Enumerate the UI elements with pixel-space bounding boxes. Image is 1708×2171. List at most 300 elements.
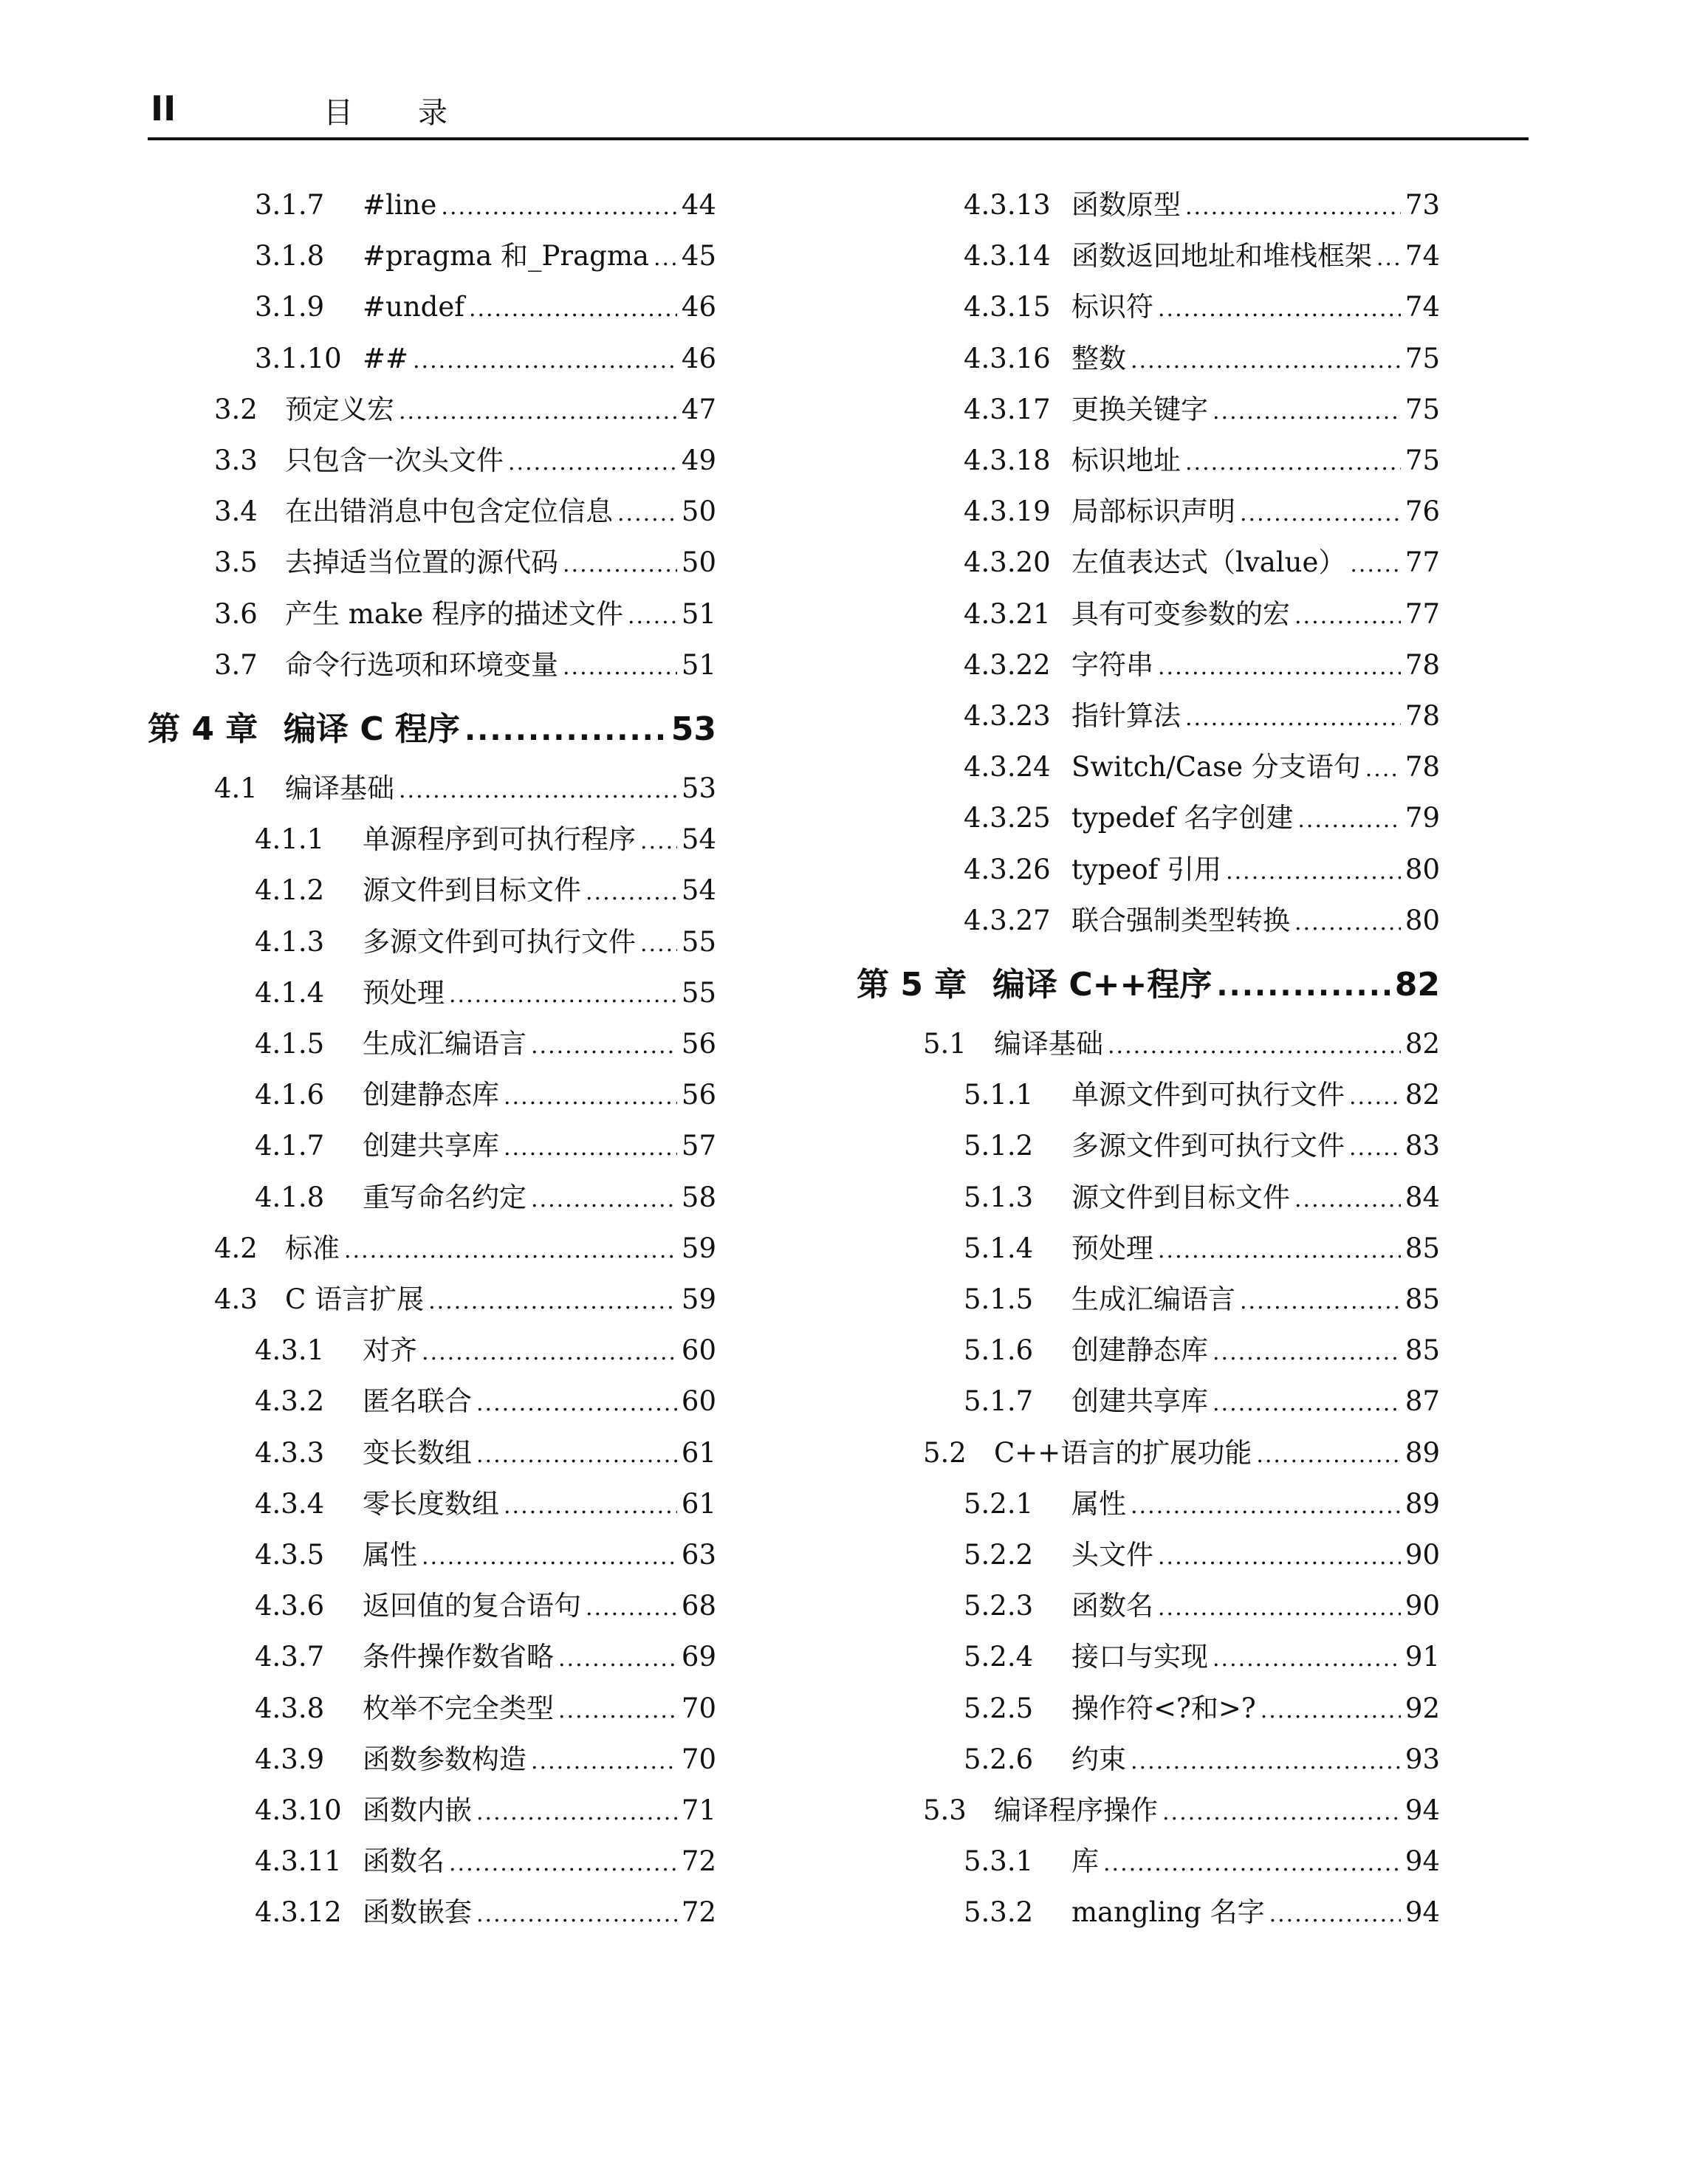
toc-entry <box>255 1743 716 1779</box>
section-title: 字符串 <box>1071 648 1153 681</box>
section-title: 函数名 <box>1071 1590 1153 1622</box>
dot-leader <box>1158 1589 1401 1625</box>
dot-leader <box>1350 546 1401 582</box>
toc-entry <box>964 750 1440 786</box>
toc-entry <box>255 290 716 326</box>
dot-leader <box>640 925 677 961</box>
dot-leader <box>563 546 677 582</box>
section-number: 5.2.3 <box>964 1590 1034 1622</box>
toc-entry <box>964 801 1440 837</box>
page-ref: 71 <box>681 1794 716 1826</box>
dot-leader <box>1158 290 1401 326</box>
section-number: 3.1.8 <box>255 240 325 272</box>
page-ref: 50 <box>681 546 716 579</box>
section-number: 4.3.12 <box>255 1896 342 1929</box>
section-number: 第 5 章 <box>857 966 967 1004</box>
dot-leader <box>413 342 677 378</box>
dot-leader <box>508 444 677 480</box>
dot-leader <box>1103 1845 1401 1881</box>
section-number: 4.3 <box>214 1283 258 1315</box>
toc-entry <box>214 393 716 429</box>
toc-entry <box>255 1896 716 1932</box>
toc-entry <box>214 772 716 808</box>
toc-entry <box>255 823 716 859</box>
section-title: 条件操作数省略 <box>363 1641 554 1673</box>
section-number: 4.3.13 <box>964 189 1051 221</box>
page-ref: 53 <box>670 710 716 748</box>
toc-entry <box>255 1538 716 1574</box>
dot-leader <box>1294 597 1401 634</box>
page-ref: 73 <box>1405 189 1440 221</box>
toc-entry <box>964 904 1440 940</box>
section-title: 源文件到目标文件 <box>363 874 581 907</box>
section-title: 标准 <box>285 1232 340 1264</box>
section-number: 4.3.26 <box>964 853 1051 885</box>
dot-leader <box>476 1436 677 1472</box>
section-title: typeof 引用 <box>1071 853 1222 885</box>
section-number: 4.1.1 <box>255 823 325 856</box>
page-ref: 80 <box>1405 853 1440 885</box>
dot-leader <box>1158 1538 1401 1574</box>
toc-entry <box>964 1078 1440 1114</box>
page-ref: 49 <box>681 445 716 476</box>
toc-entry <box>214 1283 716 1319</box>
section-title: #line <box>363 189 437 221</box>
section-number: 5.2.5 <box>964 1692 1034 1724</box>
page-ref: 74 <box>1405 240 1440 272</box>
section-number: 4.3.21 <box>964 597 1051 630</box>
section-title: 单源文件到可执行文件 <box>1071 1079 1345 1111</box>
section-title: 库 <box>1071 1845 1099 1878</box>
dot-leader <box>1269 1896 1401 1932</box>
page-ref: 93 <box>1405 1743 1440 1775</box>
page-ref: 82 <box>1405 1079 1440 1111</box>
dot-leader <box>464 710 667 750</box>
section-number: 5.1.7 <box>964 1385 1034 1418</box>
dot-leader <box>449 976 677 1012</box>
section-number: 4.3.16 <box>964 342 1051 374</box>
page-ref: 75 <box>1405 393 1440 425</box>
page-ref: 57 <box>681 1130 716 1162</box>
section-title: 产生 make 程序的描述文件 <box>285 597 623 630</box>
section-number: 5.1.1 <box>964 1079 1034 1111</box>
dot-leader <box>531 1181 677 1217</box>
section-title: 属性 <box>1071 1487 1126 1520</box>
page-ref: 75 <box>1405 342 1440 374</box>
section-number: 5.2.6 <box>964 1743 1034 1775</box>
page-ref: 85 <box>1405 1232 1440 1264</box>
toc-entry <box>964 239 1440 275</box>
dot-leader <box>1365 750 1401 786</box>
dot-leader <box>1294 904 1401 940</box>
toc-entry <box>255 1129 716 1165</box>
section-title: ## <box>363 342 409 374</box>
section-number: 5.2.1 <box>964 1487 1034 1520</box>
toc-entry <box>255 1181 716 1217</box>
section-number: 4.3.1 <box>255 1334 325 1367</box>
section-title: 零长度数组 <box>363 1487 499 1520</box>
section-number: 5.2.2 <box>964 1539 1034 1571</box>
page-ref: 79 <box>1405 802 1440 834</box>
dot-leader <box>1294 1181 1401 1217</box>
toc-left-column <box>148 188 812 1975</box>
section-title: 返回值的复合语句 <box>363 1590 581 1622</box>
page-ref: 82 <box>1394 966 1440 1004</box>
section-title: 标识地址 <box>1071 445 1181 476</box>
page-ref: 51 <box>681 597 716 630</box>
dot-leader <box>1226 853 1401 889</box>
section-number: 4.3.9 <box>255 1743 325 1775</box>
page-ref: 59 <box>681 1283 716 1315</box>
section-number: 4.3.22 <box>964 648 1051 681</box>
toc-entry <box>964 1181 1440 1217</box>
section-number: 4.3.4 <box>255 1487 325 1520</box>
page-ref: 94 <box>1405 1845 1440 1878</box>
toc-entry <box>964 444 1440 480</box>
dot-leader <box>1349 1129 1401 1165</box>
toc-entry <box>255 1487 716 1523</box>
page-ref: 53 <box>681 772 716 804</box>
toc-entry <box>964 1692 1440 1728</box>
page-ref: 61 <box>681 1487 716 1520</box>
dot-leader <box>422 1334 677 1370</box>
section-title: 函数内嵌 <box>363 1794 472 1826</box>
section-title: Switch/Case 分支语句 <box>1071 751 1361 783</box>
dot-leader <box>399 772 677 808</box>
section-number: 4.1.4 <box>255 976 325 1009</box>
section-title: 枚举不完全类型 <box>363 1692 554 1724</box>
page-ref: 44 <box>681 189 716 221</box>
toc-entry <box>964 699 1440 735</box>
toc-entry <box>964 1334 1440 1370</box>
dot-leader <box>1297 801 1401 837</box>
dot-leader <box>1213 1640 1401 1676</box>
page-ref: 54 <box>681 874 716 907</box>
toc-entry <box>255 1436 716 1472</box>
page-ref: 77 <box>1405 546 1440 579</box>
dot-leader <box>504 1078 677 1114</box>
page-ref: 77 <box>1405 597 1440 630</box>
section-title: 创建静态库 <box>363 1079 499 1111</box>
page-ref: 90 <box>1405 1539 1440 1571</box>
section-title: 创建共享库 <box>1071 1385 1208 1418</box>
page-ref: 92 <box>1405 1692 1440 1724</box>
section-number: 5.1.6 <box>964 1334 1034 1367</box>
dot-leader <box>1185 188 1401 224</box>
section-number: 3.6 <box>214 597 258 630</box>
page-ref: 56 <box>681 1028 716 1060</box>
page-ref: 75 <box>1405 445 1440 476</box>
toc-entry <box>964 393 1440 429</box>
dot-leader <box>1158 648 1401 685</box>
section-title: 预处理 <box>363 976 445 1009</box>
page-ref: 87 <box>1405 1385 1440 1418</box>
dot-leader <box>504 1487 677 1523</box>
dot-leader <box>469 290 677 326</box>
toc-entry <box>214 444 716 480</box>
dot-leader <box>1213 1334 1401 1370</box>
page-ref: 90 <box>1405 1590 1440 1622</box>
page-ref: 91 <box>1405 1641 1440 1673</box>
section-number: 4.3.27 <box>964 904 1051 936</box>
section-number: 4.3.23 <box>964 700 1051 732</box>
dot-leader <box>1240 1283 1401 1319</box>
section-number: 4.3.18 <box>964 445 1051 476</box>
page-ref: 46 <box>681 291 716 323</box>
page-ref: 63 <box>681 1539 716 1571</box>
toc-entry <box>255 1794 716 1830</box>
page-ref: 94 <box>1405 1896 1440 1929</box>
page-ref: 72 <box>681 1845 716 1878</box>
dot-leader <box>586 874 677 910</box>
toc-entry <box>964 1640 1440 1676</box>
dot-leader <box>476 1794 677 1830</box>
section-title: 多源文件到可执行文件 <box>363 925 636 958</box>
page-ref: 78 <box>1405 648 1440 681</box>
toc-entry <box>964 648 1440 685</box>
page-ref: 54 <box>681 823 716 856</box>
toc-entry <box>964 853 1440 889</box>
toc-entry <box>964 1232 1440 1268</box>
dot-leader <box>1131 1487 1401 1523</box>
toc-entry <box>214 648 716 685</box>
section-title: 函数名 <box>363 1845 445 1878</box>
toc-entry <box>255 1692 716 1728</box>
section-title: 单源程序到可执行程序 <box>363 823 636 856</box>
section-title: 指针算法 <box>1071 700 1181 732</box>
section-number: 5.1.3 <box>964 1181 1034 1213</box>
section-number: 5.1 <box>923 1028 967 1060</box>
dot-leader <box>1131 1743 1401 1779</box>
section-title: 函数返回地址和堆栈框架 <box>1071 240 1372 272</box>
section-title: 编译 C++程序 <box>992 966 1213 1004</box>
toc-entry <box>964 1385 1440 1421</box>
section-title: typedef 名字创建 <box>1071 802 1294 834</box>
section-number: 3.4 <box>214 495 258 528</box>
header-title: 目录 <box>323 96 512 130</box>
toc-entry <box>214 1232 716 1268</box>
toc-entry <box>255 1845 716 1881</box>
toc-entry <box>964 290 1440 326</box>
page-ref: 70 <box>681 1743 716 1775</box>
dot-leader <box>1216 965 1390 1006</box>
section-number: 4.3.17 <box>964 393 1051 425</box>
dot-leader <box>449 1845 677 1881</box>
section-title: 函数嵌套 <box>363 1896 472 1929</box>
toc-entry <box>923 1027 1440 1063</box>
section-number: 5.2 <box>923 1436 967 1469</box>
dot-leader <box>1240 495 1401 531</box>
toc-entry <box>964 1283 1440 1319</box>
page-ref: 70 <box>681 1692 716 1724</box>
dot-leader <box>586 1589 677 1625</box>
section-title: 编译程序操作 <box>994 1794 1158 1826</box>
dot-leader <box>1256 1436 1401 1472</box>
toc-entry <box>255 1027 716 1063</box>
dot-leader <box>654 239 677 275</box>
section-number: 5.3.2 <box>964 1896 1034 1929</box>
section-title: #undef <box>363 291 464 323</box>
page-ref: 60 <box>681 1334 716 1367</box>
page-ref: 55 <box>681 976 716 1009</box>
page-ref: 85 <box>1405 1334 1440 1367</box>
section-number: 3.1.10 <box>255 342 342 374</box>
page-ref: 69 <box>681 1641 716 1673</box>
section-title: 标识符 <box>1071 291 1153 323</box>
section-number: 4.3.6 <box>255 1590 325 1622</box>
section-number: 4.1.7 <box>255 1130 325 1162</box>
page-ref: 85 <box>1405 1283 1440 1315</box>
toc-entry <box>255 1589 716 1625</box>
section-title: 属性 <box>363 1539 417 1571</box>
dot-leader <box>640 823 677 859</box>
section-number: 5.1.4 <box>964 1232 1034 1264</box>
toc-entry <box>255 925 716 961</box>
page-number: II <box>151 89 176 128</box>
toc-entry <box>255 1078 716 1114</box>
toc-entry <box>214 495 716 531</box>
page-ref: 46 <box>681 342 716 374</box>
section-number: 5.3.1 <box>964 1845 1034 1878</box>
dot-leader <box>1108 1027 1401 1063</box>
toc-entry <box>255 342 716 378</box>
section-title: 源文件到目标文件 <box>1071 1181 1290 1213</box>
section-title: 编译基础 <box>285 772 394 804</box>
page-ref: 89 <box>1405 1436 1440 1469</box>
section-title: 头文件 <box>1071 1539 1153 1571</box>
section-number: 4.3.5 <box>255 1539 325 1571</box>
page-ref: 58 <box>681 1181 716 1213</box>
page-ref: 59 <box>681 1232 716 1264</box>
section-title: 局部标识声明 <box>1071 495 1235 528</box>
toc-entry <box>255 1385 716 1421</box>
dot-leader <box>558 1692 677 1728</box>
page-ref: 55 <box>681 925 716 958</box>
dot-leader <box>1158 1232 1401 1268</box>
page-ref: 72 <box>681 1896 716 1929</box>
section-number: 5.3 <box>923 1794 967 1826</box>
section-title: C 语言扩展 <box>285 1283 425 1315</box>
dot-leader <box>422 1538 677 1574</box>
section-number: 4.3.24 <box>964 751 1051 783</box>
section-title: #pragma 和_Pragma <box>363 240 649 272</box>
section-number: 4.1 <box>214 772 258 804</box>
section-title: 匿名联合 <box>363 1385 472 1418</box>
page-ref: 78 <box>1405 700 1440 732</box>
dot-leader <box>344 1232 677 1268</box>
section-number: 4.3.11 <box>255 1845 342 1878</box>
dot-leader <box>531 1743 677 1779</box>
page-ref: 51 <box>681 648 716 681</box>
page-ref: 89 <box>1405 1487 1440 1520</box>
dot-leader <box>1376 239 1401 275</box>
section-number: 4.2 <box>214 1232 258 1264</box>
section-number: 3.1.7 <box>255 189 325 221</box>
toc-entry <box>964 597 1440 634</box>
dot-leader <box>531 1027 677 1063</box>
page-ref: 45 <box>681 240 716 272</box>
toc-entry <box>964 1487 1440 1523</box>
section-number: 3.7 <box>214 648 258 681</box>
page-ref: 61 <box>681 1436 716 1469</box>
section-number: 3.1.9 <box>255 291 325 323</box>
page-ref: 47 <box>681 393 716 425</box>
dot-leader <box>504 1129 677 1165</box>
section-title: 在出错消息中包含定位信息 <box>285 495 613 528</box>
toc-entry <box>964 1743 1440 1779</box>
chapter-entry <box>857 965 1440 1006</box>
dot-leader <box>1261 1692 1401 1728</box>
section-number: 4.3.2 <box>255 1385 325 1418</box>
section-number: 3.3 <box>214 445 258 476</box>
dot-leader <box>1213 1385 1401 1421</box>
section-title: 编译基础 <box>994 1028 1103 1060</box>
toc-entry <box>964 495 1440 531</box>
section-title: mangling 名字 <box>1071 1896 1265 1929</box>
toc-entry <box>255 239 716 275</box>
section-title: 重写命名约定 <box>363 1181 527 1213</box>
section-title: 命令行选项和环境变量 <box>285 648 558 681</box>
section-title: 编译 C 程序 <box>284 710 460 748</box>
section-number: 5.1.2 <box>964 1130 1034 1162</box>
section-title: 去掉适当位置的源代码 <box>285 546 558 579</box>
section-number: 第 4 章 <box>148 710 258 748</box>
dot-leader <box>1349 1078 1401 1114</box>
section-number: 4.3.10 <box>255 1794 342 1826</box>
section-title: 左值表达式（lvalue） <box>1071 546 1346 579</box>
section-title: 多源文件到可执行文件 <box>1071 1130 1345 1162</box>
toc-entry <box>923 1794 1440 1830</box>
section-title: 创建共享库 <box>363 1130 499 1162</box>
page-ref: 82 <box>1405 1028 1440 1060</box>
toc-entry <box>255 976 716 1012</box>
dot-leader <box>1185 699 1401 735</box>
section-title: 生成汇编语言 <box>363 1028 527 1060</box>
section-number: 4.3.25 <box>964 802 1051 834</box>
page-ref: 83 <box>1405 1130 1440 1162</box>
section-number: 4.3.19 <box>964 495 1051 528</box>
dot-leader <box>441 188 677 224</box>
section-title: 联合强制类型转换 <box>1071 904 1290 936</box>
dot-leader <box>617 495 677 531</box>
toc-entry <box>964 1896 1440 1932</box>
page-header <box>148 90 1529 140</box>
dot-leader <box>563 648 677 685</box>
section-title: 具有可变参数的宏 <box>1071 597 1290 630</box>
dot-leader <box>1213 393 1401 429</box>
page-ref: 80 <box>1405 904 1440 936</box>
page-ref: 50 <box>681 495 716 528</box>
section-title: 操作符<?和>? <box>1071 1692 1256 1724</box>
section-number: 3.2 <box>214 393 258 425</box>
section-number: 4.3.15 <box>964 291 1051 323</box>
section-number: 4.1.2 <box>255 874 325 907</box>
section-number: 5.2.4 <box>964 1641 1034 1673</box>
section-number: 4.3.8 <box>255 1692 325 1724</box>
section-number: 4.1.5 <box>255 1028 325 1060</box>
page-ref: 60 <box>681 1385 716 1418</box>
page-ref: 94 <box>1405 1794 1440 1826</box>
page-ref: 56 <box>681 1079 716 1111</box>
section-number: 4.3.7 <box>255 1641 325 1673</box>
section-title: 预处理 <box>1071 1232 1153 1264</box>
page-ref: 76 <box>1405 495 1440 528</box>
section-number: 4.1.6 <box>255 1079 325 1111</box>
section-title: 函数参数构造 <box>363 1743 527 1775</box>
section-title: 创建静态库 <box>1071 1334 1208 1367</box>
page-ref: 68 <box>681 1590 716 1622</box>
section-title: 生成汇编语言 <box>1071 1283 1235 1315</box>
